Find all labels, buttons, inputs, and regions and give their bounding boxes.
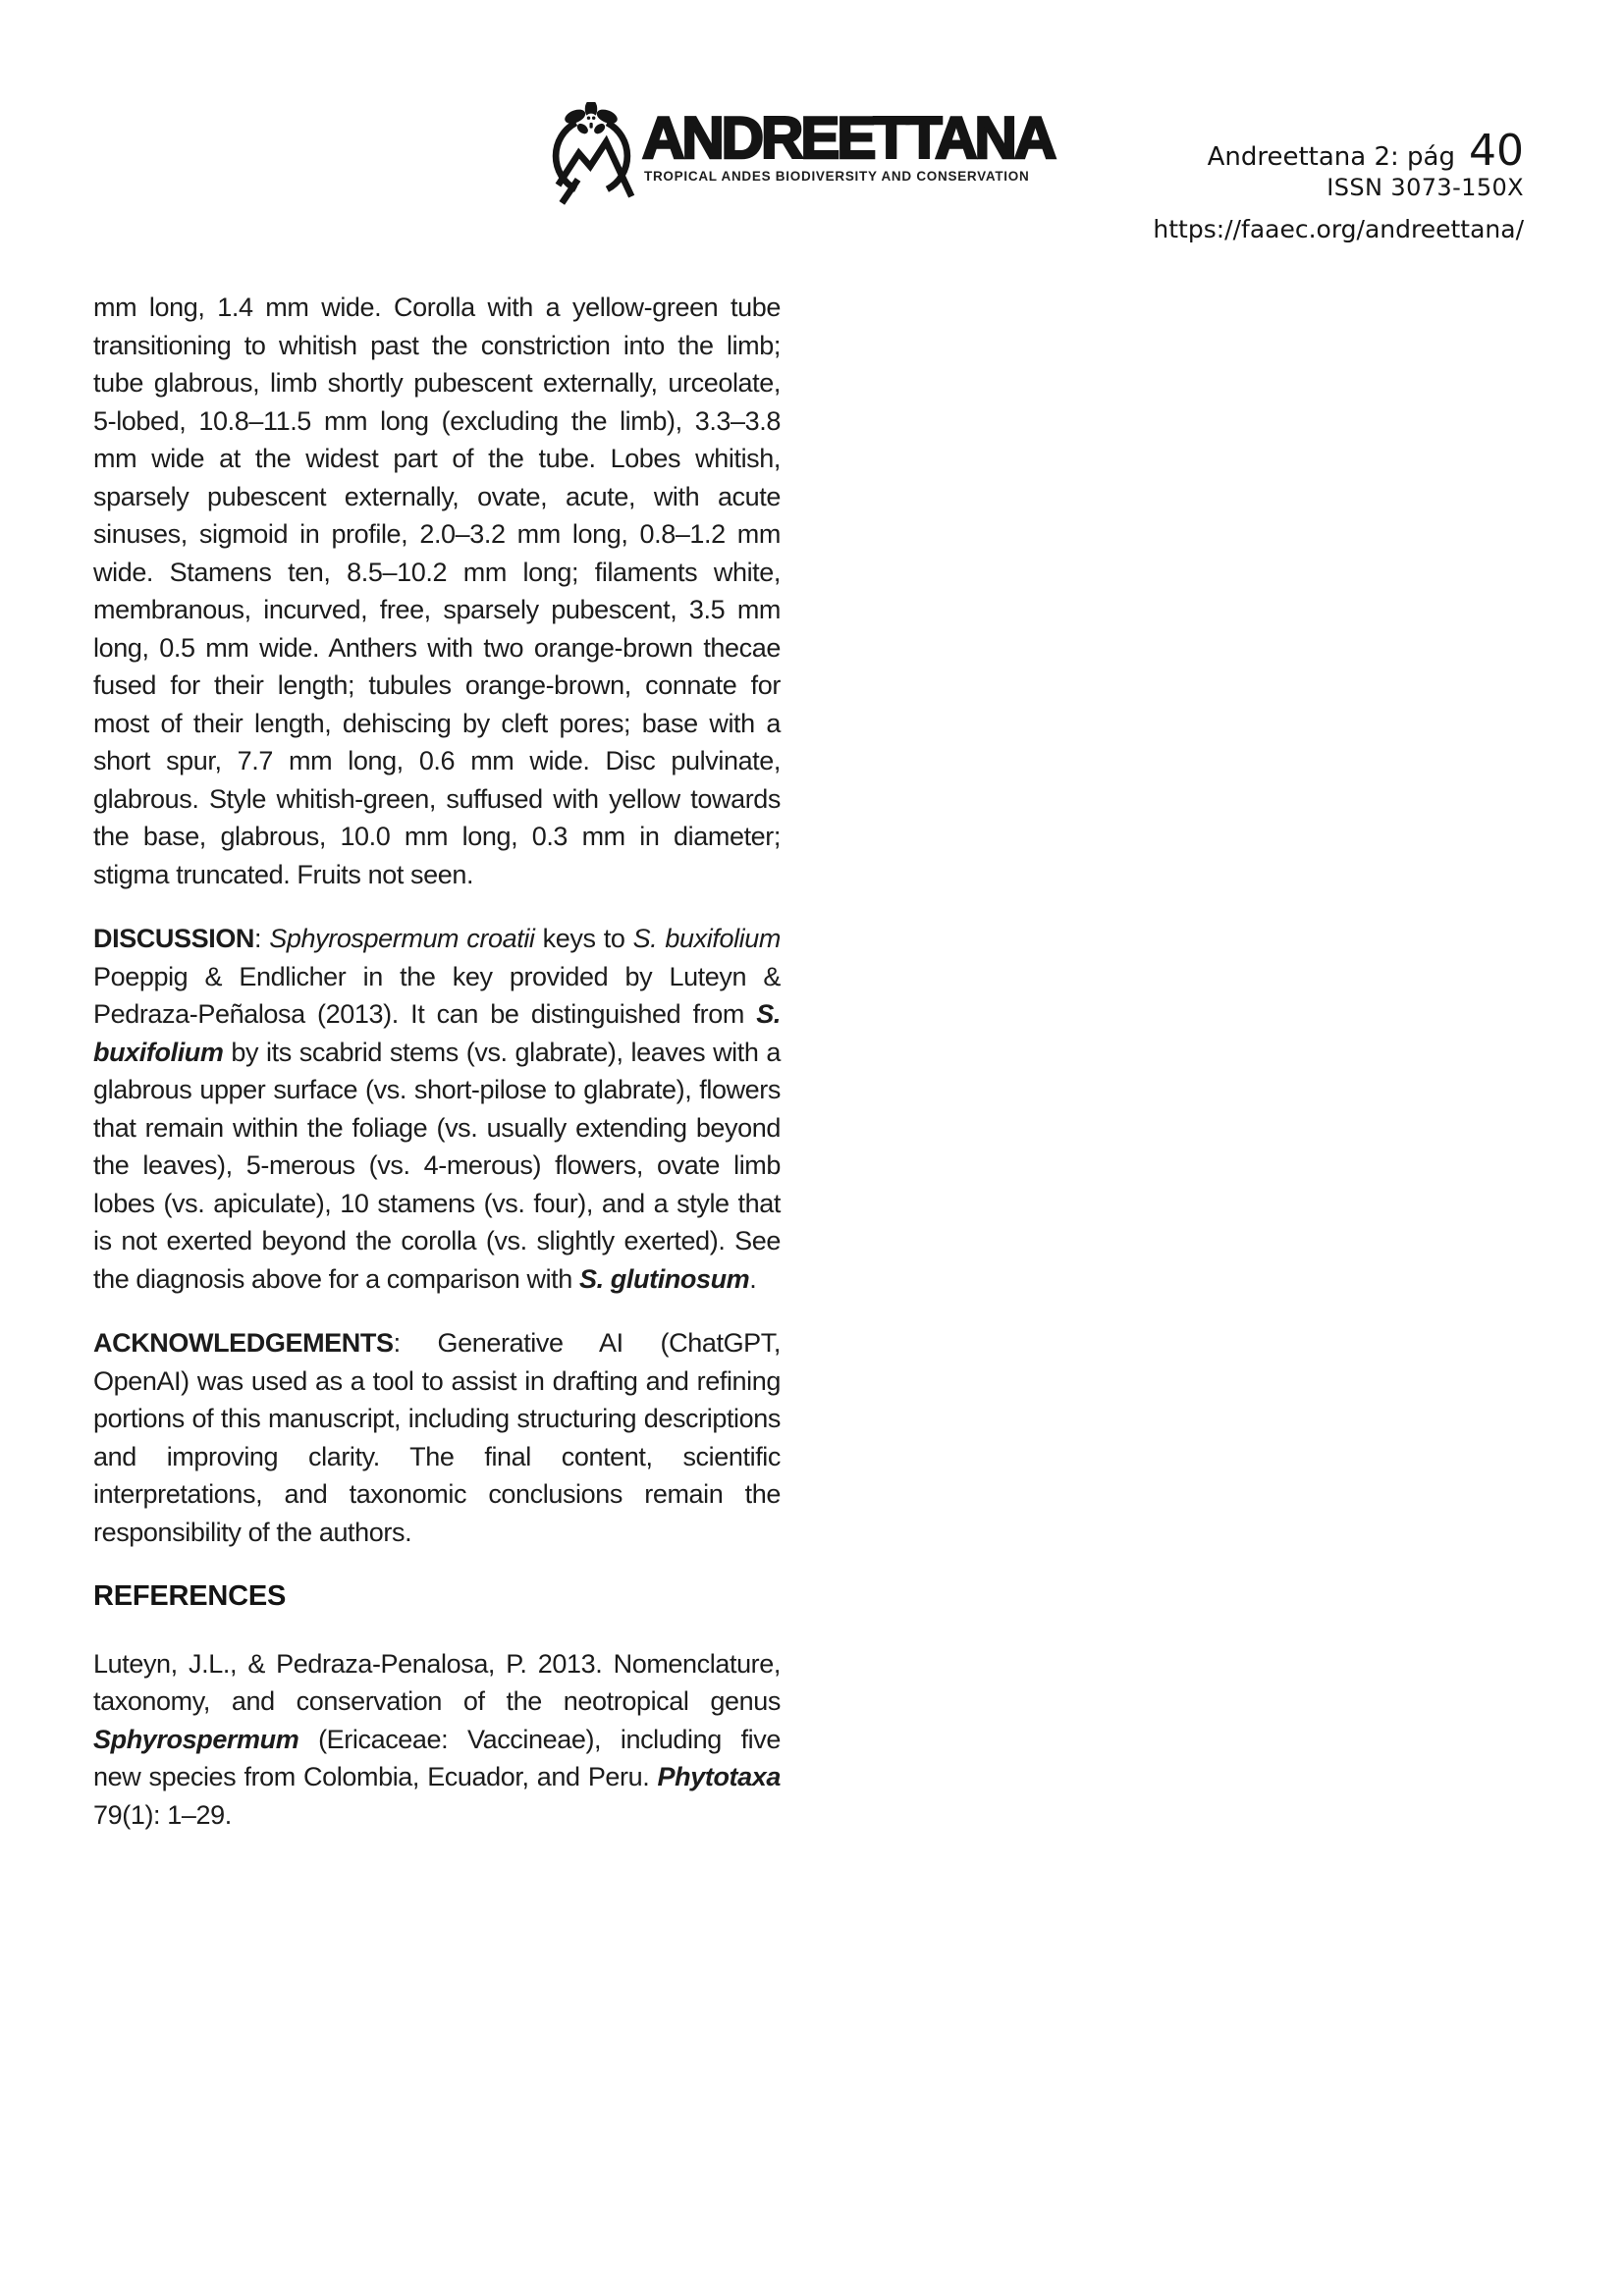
journal-logo (546, 102, 1054, 206)
issue-label: Andreettana 2: pág (1207, 142, 1455, 172)
paragraph-description: mm long, 1.4 mm wide. Corolla with a yellow-green tube transitioning to whitish past the constriction into the limb; tube glabrous, limb shortly pubescent externally, urceolate, 5-lobed, 10.8–11.5 mm long (excluding the limb), 3.3–3.8 mm wide at the widest part of the tube. Lobes whitish, sparsely pubescent externally, ovate, acute, with acute sinuses, sigmoid in profile, 2.0–3.2 mm long, 0.8–1.2 mm wide. Stamens ten, 8.5–10.2 mm long; filaments white, membranous, incurved, free, sparsely pubescent, 3.5 mm long, 0.5 mm wide. Anthers with two orange-brown thecae fused for their length; tubules orange-brown, connate for most of their length, dehiscing by cleft pores; base with a short spur, 7.7 mm long, 0.6 mm wide. Disc pulvinate, glabrous. Style whitish-green, suffused with yellow towards the base, glabrous, 10.0 mm long, 0.3 mm in diameter; stigma truncated. Fruits not seen. (93, 293, 781, 889)
journal-tagline: TROPICAL ANDES BIODIVERSITY AND CONSERVATION (644, 169, 1030, 184)
issue-line (1153, 126, 1524, 176)
logo-text (642, 102, 1054, 184)
journal-url: https://faaec.org/andreettana/ (1153, 215, 1524, 243)
page-number: 40 (1469, 126, 1524, 176)
journal-wordmark: ANDREETTANA (642, 105, 1055, 171)
references-heading: REFERENCES (93, 1580, 287, 1612)
reference-entry: Luteyn, J.L., & Pedraza-Penalosa, P. 2013. Nomenclature, taxonomy, and conservation of the neotropical genus Sphyrospermum (Ericaceae: Vaccineae), including five new species from Colombia, Ecuador, and Peru. Phytotaxa 79(1): 1–29. (93, 1648, 781, 1830)
paragraph-discussion: DISCUSSION: Sphyrospermum croatii keys to S. buxifolium Poeppig & Endlicher in the key provided by Luteyn & Pedraza-Peñalosa (2013). It can be distinguished from S. buxifolium by its scabrid stems (vs. glabrate), leaves with a glabrous upper surface (vs. short-pilose to glabrate), flowers that remain within the foliage (vs. usually extending beyond the leaves), 5-merous (vs. 4-merous) flowers, ovate limb lobes (vs. apiculate), 10 stamens (vs. four), and a style that is not exerted beyond the corolla (vs. slightly exerted). See the diagnosis above for a comparison with S. glutinosum. (93, 924, 781, 1294)
article-body (93, 289, 781, 1860)
issn-line: ISSN 3073-150X (1326, 174, 1524, 201)
orchid-mountain-logo-icon (546, 102, 636, 206)
issue-meta (1153, 126, 1524, 244)
paragraph-acknowledgements: ACKNOWLEDGEMENTS: Generative AI (ChatGPT, OpenAI) was used as a tool to assist in drafting and refining portions of this manuscript, including structuring descriptions and improving clarity. The final content, scientific interpretations, and taxonomic conclusions remain the responsibility of the authors. (93, 1328, 781, 1547)
